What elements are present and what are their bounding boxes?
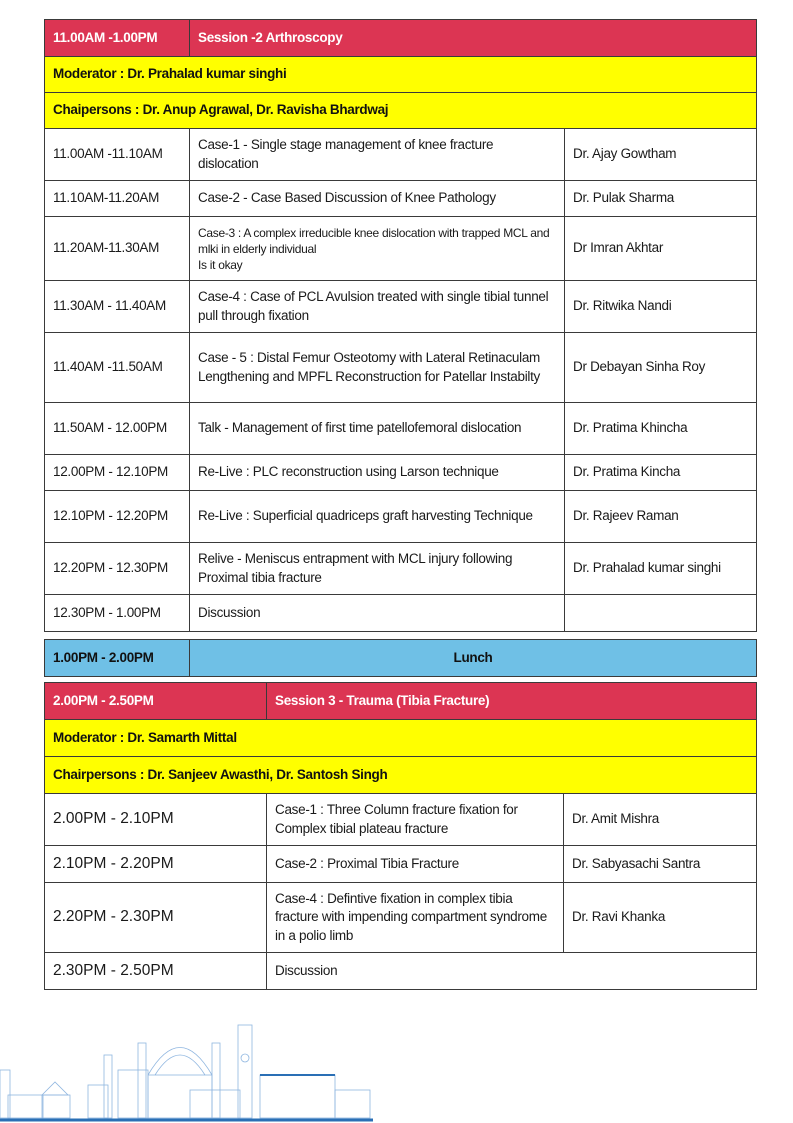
skyline-tower	[0, 1070, 10, 1118]
row-topic-line: Is it okay	[198, 257, 243, 272]
skyline-building	[88, 1085, 108, 1118]
row-speaker: Dr. Ritwika Nandi	[565, 281, 757, 333]
skyline-minaret	[212, 1043, 220, 1118]
table-row	[45, 543, 757, 595]
row-speaker: Dr. Amit Mishra	[564, 794, 757, 846]
session-title: Session -2 Arthroscopy	[190, 20, 757, 57]
row-time: 11.20AM-11.30AM	[45, 217, 190, 281]
skyline-minaret	[138, 1043, 146, 1118]
row-topic: Discussion	[190, 595, 565, 632]
row-time: 2.20PM - 2.30PM	[45, 883, 267, 953]
row-time: 12.30PM - 1.00PM	[45, 595, 190, 632]
row-time: 11.10AM-11.20AM	[45, 181, 190, 217]
row-speaker: Dr. Pulak Sharma	[565, 181, 757, 217]
chairpersons-row	[45, 757, 757, 794]
skyline-clock	[241, 1054, 249, 1062]
row-speaker: Dr Imran Akhtar	[565, 217, 757, 281]
session-header-row	[45, 20, 757, 57]
skyline-building	[335, 1090, 370, 1118]
row-time: 11.00AM -11.10AM	[45, 129, 190, 181]
row-speaker: Dr. Pratima Kincha	[565, 455, 757, 491]
row-topic-line: Case-3 : A complex irreducible knee dislocation with trapped MCL and mlki in elderly individual	[198, 225, 550, 256]
row-speaker: Dr. Sabyasachi Santra	[564, 846, 757, 883]
row-topic: Talk - Management of first time patellofemoral dislocation	[190, 403, 565, 455]
skyline-building	[42, 1095, 70, 1118]
table-row	[45, 403, 757, 455]
table-row	[45, 455, 757, 491]
row-topic: Re-Live : Superficial quadriceps graft harvesting Technique	[190, 491, 565, 543]
session-3-table	[44, 682, 757, 990]
row-topic: Case-1 : Three Column fracture fixation for Complex tibial plateau fracture	[267, 794, 564, 846]
lunch-table	[44, 639, 757, 677]
row-topic: Case - 5 : Distal Femur Osteotomy with Lateral Retinaculam Lengthening and MPFL Reconstruction for Patellar Instabilty	[190, 333, 565, 403]
table-row	[45, 181, 757, 217]
lunch-time: 1.00PM - 2.00PM	[45, 640, 190, 677]
table-row	[45, 883, 757, 953]
row-time: 12.20PM - 12.30PM	[45, 543, 190, 595]
skyline-building	[8, 1095, 43, 1118]
row-time: 12.10PM - 12.20PM	[45, 491, 190, 543]
skyline-building	[118, 1070, 148, 1118]
chairpersons-text: Chaipersons : Dr. Anup Agrawal, Dr. Ravisha Bhardwaj	[45, 93, 757, 129]
city-skyline-illustration	[0, 1000, 375, 1123]
session-title: Session 3 - Trauma (Tibia Fracture)	[267, 683, 757, 720]
row-time: 2.30PM - 2.50PM	[45, 953, 267, 990]
session-header-row	[45, 683, 757, 720]
row-speaker: Dr. Rajeev Raman	[565, 491, 757, 543]
row-time: 11.50AM - 12.00PM	[45, 403, 190, 455]
moderator-row	[45, 720, 757, 757]
row-speaker: Dr. Ravi Khanka	[564, 883, 757, 953]
row-topic: Case-2 : Proximal Tibia Fracture	[267, 846, 564, 883]
row-time: 11.30AM - 11.40AM	[45, 281, 190, 333]
moderator-text: Moderator : Dr. Samarth Mittal	[45, 720, 757, 757]
row-time: 2.00PM - 2.10PM	[45, 794, 267, 846]
lunch-row	[45, 640, 757, 677]
row-topic: Case-4 : Case of PCL Avulsion treated with single tibial tunnel pull through fixation	[190, 281, 565, 333]
row-speaker	[565, 595, 757, 632]
table-row	[45, 129, 757, 181]
session-2-table	[44, 19, 757, 632]
row-speaker: Dr. Prahalad kumar singhi	[565, 543, 757, 595]
row-topic: Re-Live : PLC reconstruction using Larson technique	[190, 455, 565, 491]
chairpersons-row	[45, 93, 757, 129]
row-speaker: Dr. Pratima Khincha	[565, 403, 757, 455]
moderator-text: Moderator : Dr. Prahalad kumar singhi	[45, 57, 757, 93]
row-time: 2.10PM - 2.20PM	[45, 846, 267, 883]
row-topic: Case-1 - Single stage management of knee fracture dislocation	[190, 129, 565, 181]
table-row	[45, 953, 757, 990]
skyline-gate	[148, 1075, 212, 1118]
skyline-arch-inner	[155, 1055, 205, 1075]
row-topic: Discussion	[267, 953, 757, 990]
row-topic: Relive - Meniscus entrapment with MCL injury following Proximal tibia fracture	[190, 543, 565, 595]
table-row	[45, 491, 757, 543]
table-row	[45, 217, 757, 281]
table-row	[45, 281, 757, 333]
row-speaker: Dr. Ajay Gowtham	[565, 129, 757, 181]
skyline-dome	[42, 1082, 68, 1095]
row-time: 11.40AM -11.50AM	[45, 333, 190, 403]
session-time: 11.00AM -1.00PM	[45, 20, 190, 57]
table-row	[45, 846, 757, 883]
table-row	[45, 333, 757, 403]
lunch-label: Lunch	[190, 640, 757, 677]
session-time: 2.00PM - 2.50PM	[45, 683, 267, 720]
row-topic: Case-2 - Case Based Discussion of Knee Pathology	[190, 181, 565, 217]
row-topic	[190, 217, 565, 281]
row-time: 12.00PM - 12.10PM	[45, 455, 190, 491]
row-topic: Case-4 : Defintive fixation in complex tibia fracture with impending compartment syndrome in a polio limb	[267, 883, 564, 953]
chairpersons-text: Chairpersons : Dr. Sanjeev Awasthi, Dr. Santosh Singh	[45, 757, 757, 794]
skyline-building	[260, 1075, 335, 1118]
row-speaker: Dr Debayan Sinha Roy	[565, 333, 757, 403]
table-row	[45, 595, 757, 632]
skyline-building	[190, 1090, 240, 1118]
moderator-row	[45, 57, 757, 93]
table-row	[45, 794, 757, 846]
